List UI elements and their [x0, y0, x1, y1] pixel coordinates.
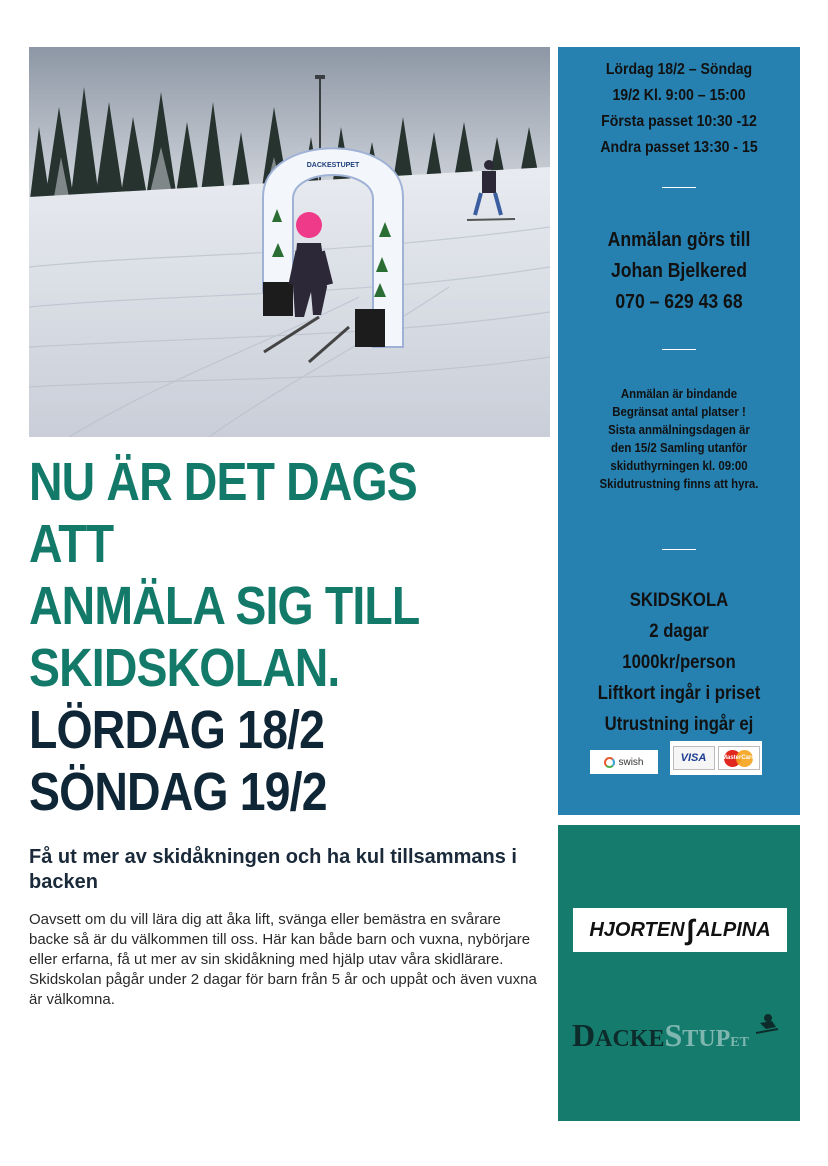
- schedule-line: Andra passet 13:30 - 15: [600, 139, 758, 156]
- contact-line: Anmälan görs till: [607, 229, 751, 251]
- swish-label: swish: [618, 756, 644, 768]
- hjorten-alpina-logo: [573, 908, 787, 952]
- info-line: Skidutrustning finns att hyra.: [599, 476, 759, 491]
- price-block: [573, 585, 786, 740]
- dacke-logo-letters: ET: [730, 1035, 749, 1050]
- price-line: 2 dagar: [649, 621, 709, 642]
- arch-sign-text: DACKESTUPET: [306, 162, 360, 169]
- alpina-logo-text: ALPINA: [696, 918, 771, 941]
- divider: [662, 349, 696, 350]
- card-logos: [670, 741, 762, 775]
- info-line: den 15/2 Samling utanför: [610, 440, 748, 455]
- hjorten-s-mark-icon: ∫: [686, 914, 695, 945]
- swish-icon: [604, 757, 615, 768]
- schedule-line: Första passet 10:30 -12: [601, 113, 757, 130]
- intro-body: Oavsett om du vill lära dig att åka lift, svänga eller bemästra en svårare backe så är du välkommen till oss. Här kan både barn och vuxna, nybörjare eller erfarna, få ut mer av sin skidåkning med hjälp utav våra skidlärare. Skidskolan pågår under 2 dagar för barn från 5 år och uppåt och även vuxna är välkomna.: [29, 911, 537, 1008]
- price-line: Liftkort ingår i priset: [597, 683, 761, 704]
- registration-info: [573, 385, 786, 493]
- schedule-line: 19/2 Kl. 9:00 – 15:00: [612, 87, 746, 104]
- headline-call-to-action: NU ÄR DET DAGS ATT ANMÄLA SIG TILL SKIDSKOLAN.: [29, 452, 420, 698]
- price-line: Utrustning ingår ej: [604, 714, 754, 735]
- contact-block: [573, 225, 786, 318]
- info-line: Sista anmälningsdagen är: [608, 422, 750, 437]
- contact-name: Johan Bjelkered: [611, 260, 747, 282]
- skier-icon: [752, 1013, 780, 1037]
- contact-phone: 070 – 629 43 68: [615, 291, 743, 313]
- dacke-logo-letter: S: [664, 1017, 683, 1053]
- schedule-line: Lördag 18/2 – Söndag: [605, 61, 753, 78]
- sponsor-panel: [558, 825, 800, 1121]
- info-line: skiduthyrningen kl. 09:00: [610, 458, 748, 473]
- mastercard-label: MasterCard: [721, 755, 755, 761]
- info-line: Begränsat antal platser !: [612, 404, 746, 419]
- divider: [662, 187, 696, 188]
- hero-photo: [29, 47, 550, 437]
- price-line: SKIDSKOLA: [629, 590, 729, 611]
- dacke-logo-letters: TUP: [682, 1026, 731, 1052]
- headline-date-sunday: SÖNDAG 19/2: [29, 762, 327, 822]
- intro-heading: Få ut mer av skidåkningen och ha kul tillsammans i backen: [29, 846, 517, 893]
- info-line: Anmälan är bindande: [620, 386, 738, 401]
- dackestupet-logo: [572, 1017, 792, 1057]
- info-panel: [558, 47, 800, 815]
- price-line: 1000kr/person: [622, 652, 736, 673]
- dacke-logo-letters: ACKE: [595, 1026, 665, 1052]
- headline: [29, 451, 476, 823]
- hjorten-logo-text: HJORTEN: [589, 918, 685, 941]
- headline-date-saturday: LÖRDAG 18/2: [29, 700, 325, 760]
- divider: [662, 549, 696, 550]
- swish-logo: [590, 750, 658, 774]
- visa-logo: VISA: [673, 746, 715, 770]
- mastercard-logo: [718, 746, 760, 770]
- schedule-block: [573, 57, 786, 161]
- dacke-logo-letter: D: [572, 1017, 596, 1053]
